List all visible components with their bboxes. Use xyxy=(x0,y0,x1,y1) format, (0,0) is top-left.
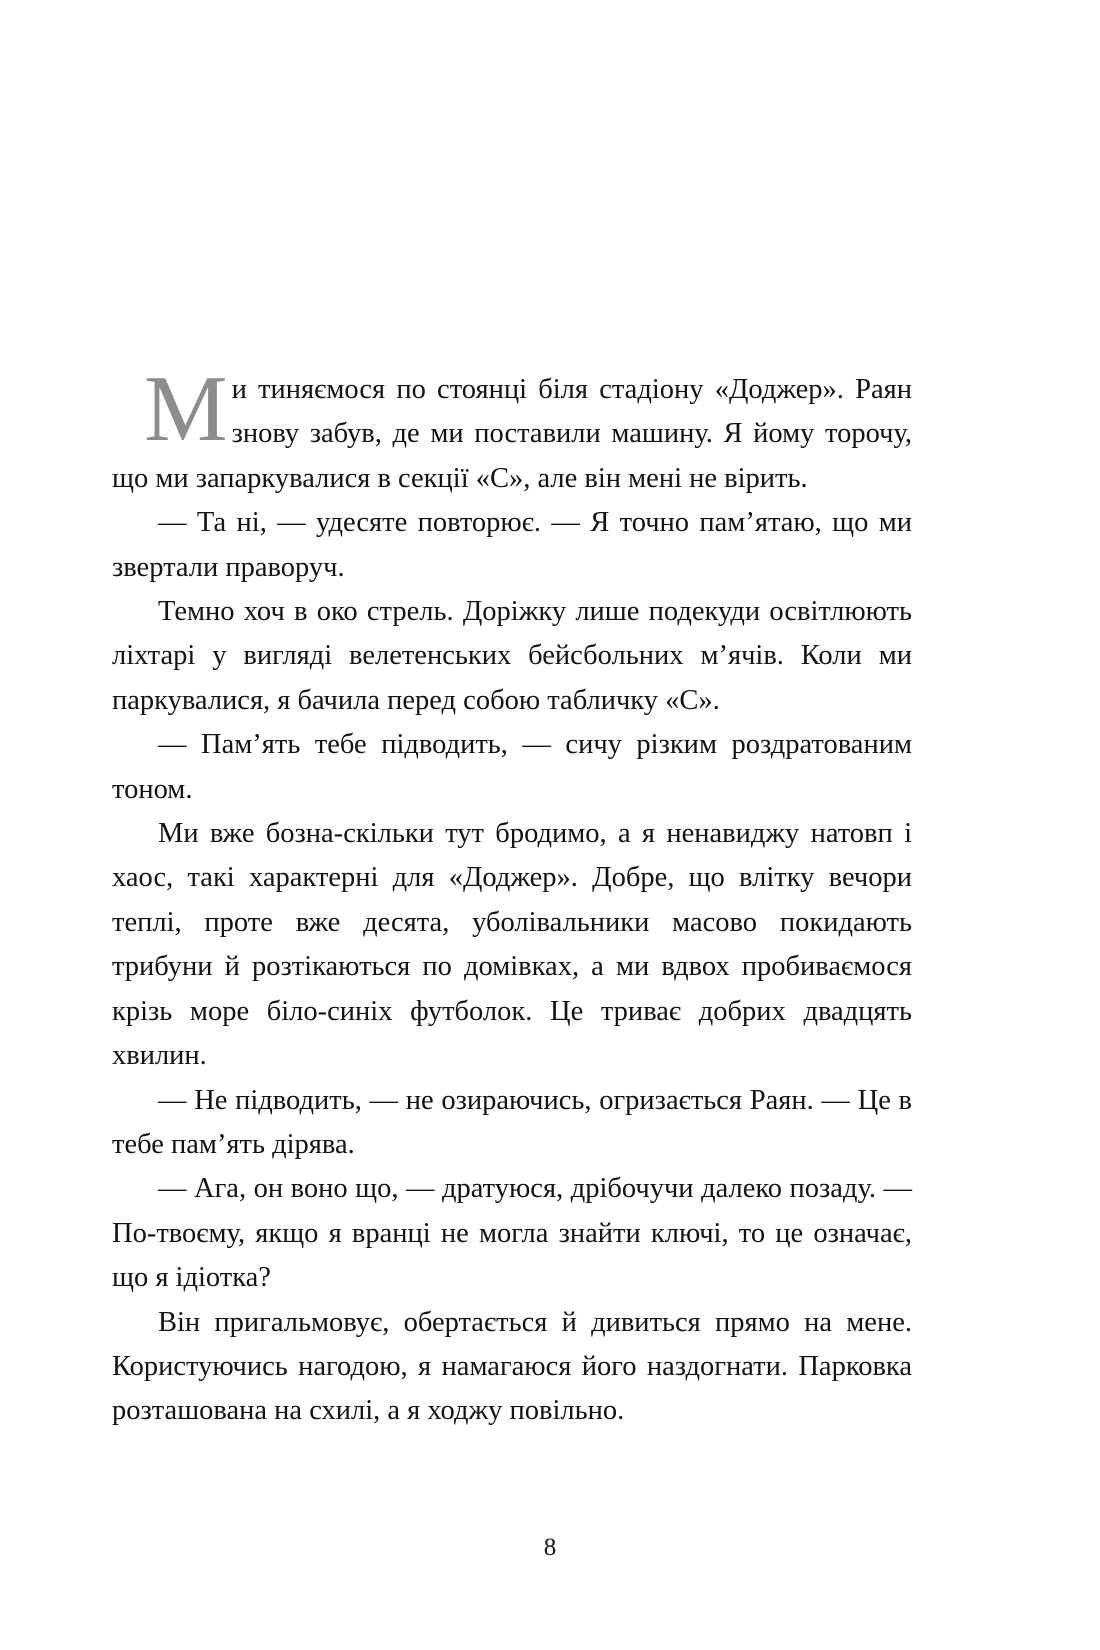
paragraph-opening xyxy=(112,357,912,501)
drop-cap: М xyxy=(144,357,228,461)
paragraph-dialogue-3: — Не підводить, — не озираючись, огризається Раян. — Це в тебе пам’ять дірява. xyxy=(112,1084,912,1160)
paragraph-narration-1: Темно хоч в око стрель. Доріжку лише подекуди освітлюють ліхтарі у вигляді велетенських бейсбольних м’ячів. Коли ми паркувалися, я бачила перед собою табличку «C». xyxy=(112,596,912,716)
page-number: 8 xyxy=(543,1534,557,1561)
paragraph-dialogue-2: — Пам’ять тебе підводить, — сичу різким роздратованим тоном. xyxy=(112,729,912,805)
paragraph-text: и тиняємося по стоянці біля стадіону «Доджер». Раян знову забув, де ми поставили машину. Я йому торочу, що ми запаркувалися в секції «C», але він мені не вірить. xyxy=(112,374,912,494)
body-text-block xyxy=(112,357,912,1434)
paragraph-dialogue-1: — Та ні, — удесяте повторює. — Я точно пам’ятаю, що ми звертали праворуч. xyxy=(112,507,912,583)
paragraph-narration-3: Він пригальмовує, обертається й дивиться прямо на мене. Користуючись нагодою, я намагаюся його наздогнати. Парковка розташована на схилі, а я ходжу повільно. xyxy=(112,1306,912,1427)
paragraph-dialogue-4: — Ага, он воно що, — дратуюся, дрібочучи далеко позаду. — По-твоєму, якщо я вранці не могла знайти ключі, то це означає, що я ідіотка? xyxy=(112,1173,912,1294)
paragraph-narration-2: Ми вже бозна-скільки тут бродимо, а я ненавиджу натовп і хаос, такі характерні для «Доджер». Добре, що влітку вечори теплі, проте вже десята, уболівальники масово покидають трибуни й розтікаються по домівках, а ми вдвох пробиваємося крізь море біло-синіх футболок. Це триває добрих двадцять хвилин. xyxy=(112,818,912,1072)
